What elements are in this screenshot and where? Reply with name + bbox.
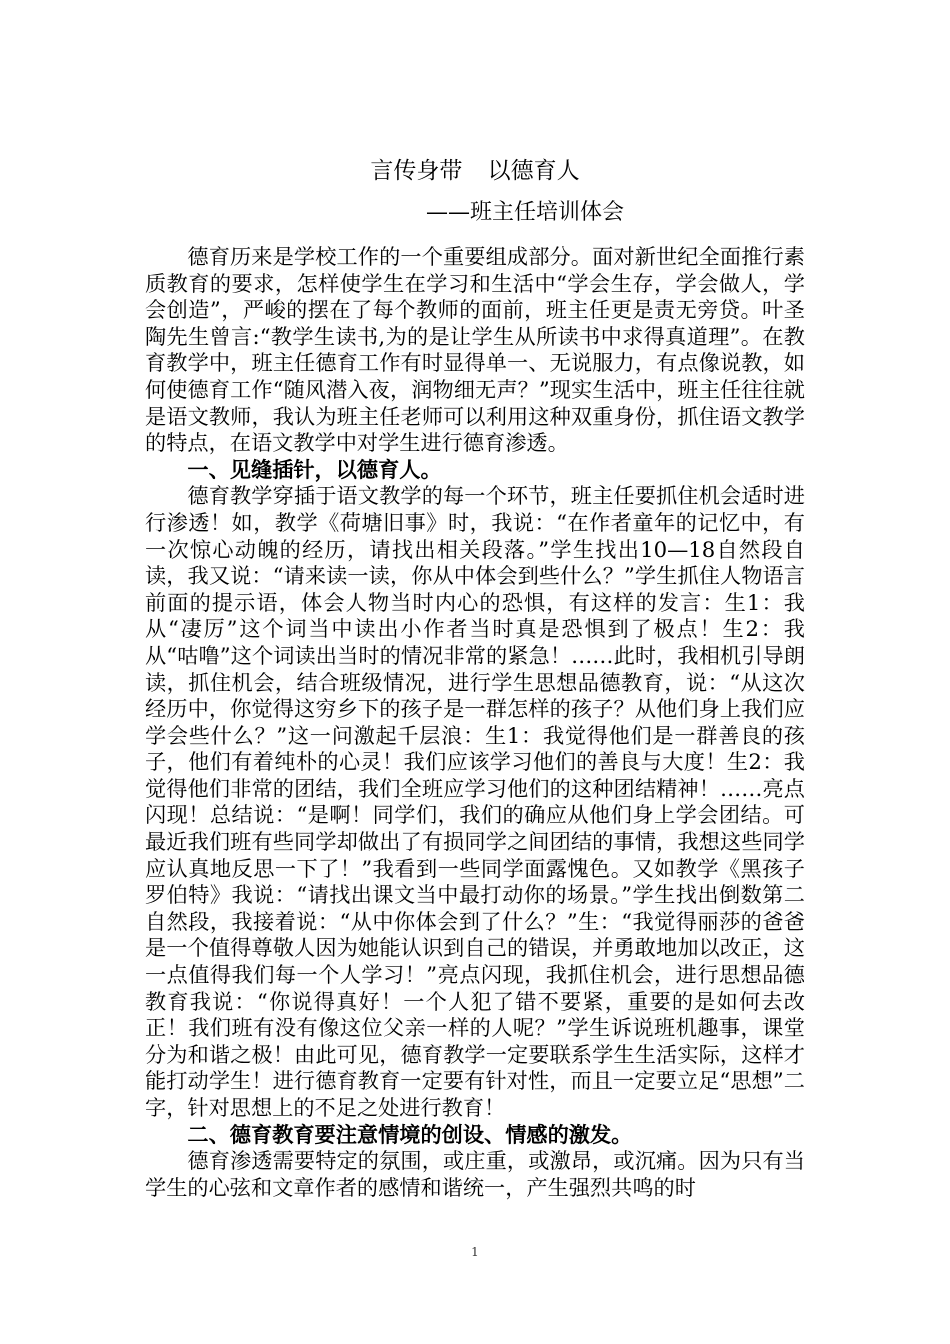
page-number: 1 bbox=[471, 1245, 479, 1259]
section-heading: 二、德育教育要注意情境的创设、情感的激发。 bbox=[187, 1121, 633, 1147]
paragraph: 德育教学穿插于语文教学的每一个环节，班主任要抓住机会适时进行渗透！如，教学《荷塘旧事》时，我说：“在作者童年的记忆中，有一次惊心动魄的经历，请找出相关段落。”学生找出10—18自然段自读，我又说：“请来读一读，你从中体会到些什么？”学生抓住人物语言前面的提示语，体会人物当时内心的恐惧，有这样的发言：生1：我从“凄厉”这个词当中读出小作者当时真是恐惧到了极点！生2：我从“咕噜”这个词读出当时的情况非常的紧急！……此时，我相机引导朗读，抓住机会，结合班级情况，进行学生思想品德教育，说：“从这次经历中，你觉得这穷乡下的孩子是一群怎样的孩子？从他们身上我们应学会些什么？”这一问激起千层浪：生1：我觉得他们是一群善良的孩子，他们有着纯朴的心灵！我们应该学习他们的善良与大度！生2：我觉得他们非常的团结，我们全班应学习他们的这种团结精神！……亮点闪现！总结说：“是啊！同学们，我们的确应从他们身上学会团结。可最近我们班有些同学却做出了有损同学之间团结的事情，我想这些同学应认真地反思一下了！”我看到一些同学面露愧色。又如教学《黑孩子罗伯特》我说：“请找出课文当中最打动你的场景。”学生找出倒数第二自然段，我接着说：“从中你体会到了什么？”生：“我觉得丽莎的爸爸是一个值得尊敬人因为她能认识到自己的错误，并勇敢地加以改正，这一点值得我们每一个人学习！”亮点闪现，我抓住机会，进行思想品德教育我说：“你说得真好！一个人犯了错不要紧，重要的是如何去改正！我们班有没有像这位父亲一样的人呢？”学生诉说班机趣事，课堂分为和谐之极！由此可见，德育教学一定要联系学生生活实际，这样才能打动学生！进行德育教育一定要有针对性，而且一定要立足“思想”二字，针对思想上的不足之处进行教育！ bbox=[145, 483, 805, 1120]
document-body bbox=[145, 244, 805, 1201]
paragraph: 德育渗透需要特定的氛围，或庄重，或激昂，或沉痛。因为只有当学生的心弦和文章作者的感情和谐统一，产生强烈共鸣的时 bbox=[145, 1148, 805, 1200]
document-title: 言传身带 以德育人 bbox=[370, 158, 580, 184]
paragraph: 德育历来是学校工作的一个重要组成部分。面对新世纪全面推行素质教育的要求，怎样使学生在学习和生活中“学会生存，学会做人，学会创造”，严峻的摆在了每个教师的面前，班主任更是责无旁贷。叶圣陶先生曾言:“教学生读书,为的是让学生从所读书中求得真道理”。在教育教学中，班主任德育工作有时显得单一、无说服力，有点像说教，如何使德育工作“随风潜入夜，润物细无声？”现实生活中，班主任往往就是语文教师，我认为班主任老师可以利用这种双重身份，抓住语文教学的特点，在语文教学中对学生进行德育渗透。 bbox=[145, 244, 805, 456]
section-heading: 一、见缝插针，以德育人。 bbox=[187, 456, 442, 482]
document-subtitle: ——班主任培训体会 bbox=[426, 200, 625, 225]
